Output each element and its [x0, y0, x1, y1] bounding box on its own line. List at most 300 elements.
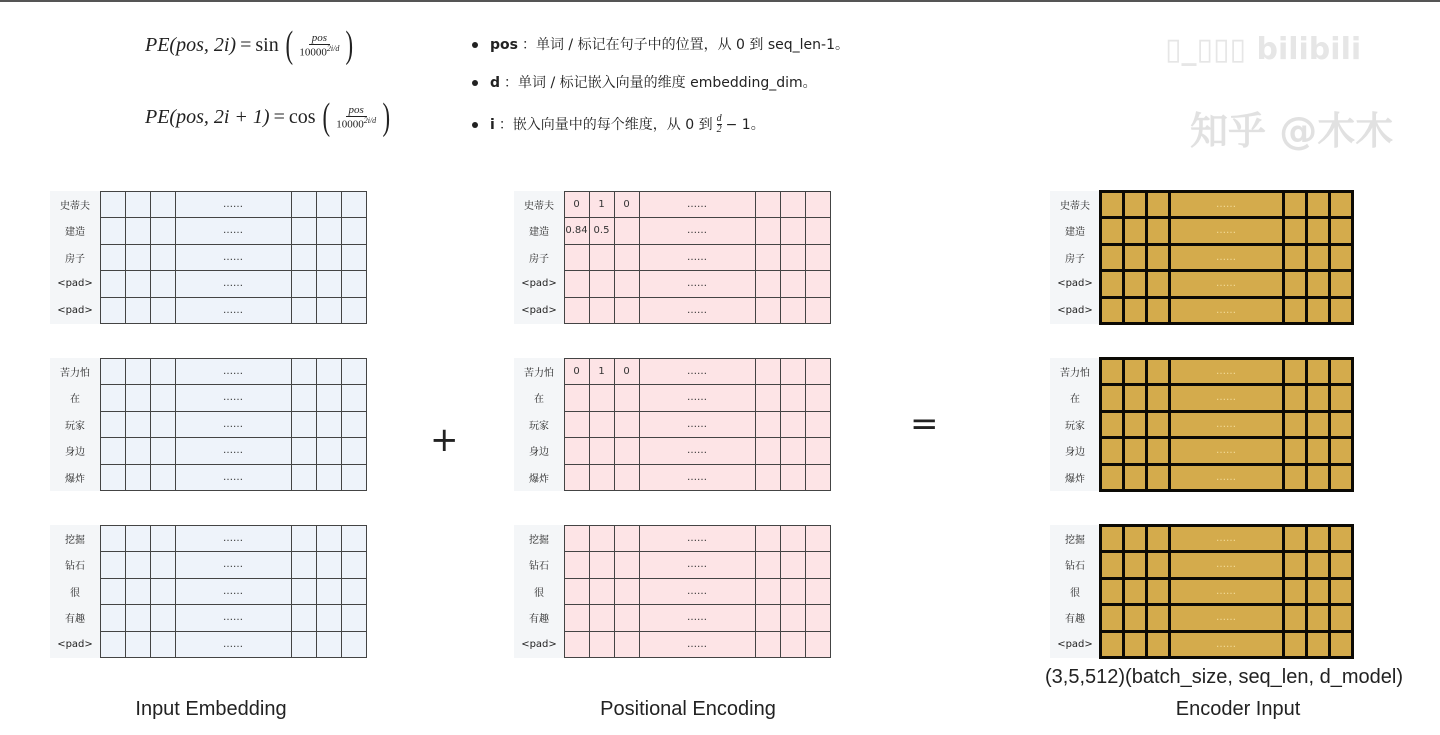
matrix-cell: ……: [175, 604, 292, 632]
matrix-cell: ……: [639, 358, 756, 386]
matrix-cells: [100, 578, 375, 605]
matrix-cell: [100, 411, 126, 439]
matrix-cell: [1328, 577, 1354, 607]
bullet-dot-icon: [472, 42, 478, 48]
matrix-cell: ……: [175, 411, 292, 439]
token-label: 挖掘: [50, 525, 100, 552]
matrix-cell: [805, 191, 831, 219]
bilibili-watermark: ▯_▯▯▯ bilibili: [1165, 32, 1362, 67]
matrix-cell: [100, 525, 126, 553]
matrix-cell: [780, 578, 806, 606]
matrix-cell: [755, 244, 781, 272]
matrix-cell: [100, 604, 126, 632]
formula-cos: [145, 98, 393, 136]
token-label: 在: [514, 385, 564, 412]
matrix-cell: ……: [639, 411, 756, 439]
matrix-cell: ……: [175, 464, 292, 492]
token-label: 苦力怕: [50, 358, 100, 385]
matrix-cell: ……: [1168, 524, 1285, 554]
token-label: 有趣: [50, 605, 100, 632]
matrix-cell: [614, 464, 640, 492]
matrix-row: [514, 605, 839, 632]
fraction: [336, 104, 376, 131]
token-label: <pad>: [50, 631, 100, 658]
matrix-cell: ……: [1168, 190, 1285, 220]
token-label: 建造: [514, 218, 564, 245]
matrix-cell: [805, 437, 831, 465]
matrix-cell: [316, 578, 342, 606]
frac-den: [299, 45, 339, 59]
matrix-cell: [341, 270, 367, 298]
matrix-cells: [100, 218, 375, 245]
matrix-cell: ……: [639, 525, 756, 553]
matrix-cell: [564, 464, 590, 492]
matrix-cell: 0: [614, 358, 640, 386]
matrix-cell: [316, 297, 342, 325]
matrix-cell: [589, 578, 615, 606]
matrix-cell: ……: [175, 551, 292, 579]
matrix-cell: [100, 244, 126, 272]
matrix-cell: [805, 464, 831, 492]
matrix-cell: [755, 437, 781, 465]
paren-open: (: [285, 24, 293, 66]
matrix-row: [1050, 297, 1375, 324]
token-label: 苦力怕: [514, 358, 564, 385]
matrix-cells: [1100, 605, 1375, 632]
paren-open: (: [322, 96, 330, 138]
matrix-cell: ……: [1168, 357, 1285, 387]
matrix-cell: [780, 297, 806, 325]
matrix-cell: [564, 631, 590, 659]
matrix-cells: [100, 525, 375, 552]
token-label: 很: [514, 578, 564, 605]
matrix-cell: [150, 578, 176, 606]
matrix-row: [1050, 385, 1375, 412]
token-label: 身边: [1050, 438, 1100, 465]
matrix-cell: [780, 525, 806, 553]
matrix-cell: ……: [639, 437, 756, 465]
matrix-cell: [1328, 383, 1354, 413]
matrix-cell: [316, 464, 342, 492]
matrix-row: [50, 218, 375, 245]
matrix-cell: ……: [1168, 463, 1285, 493]
matrix-cell: [755, 217, 781, 245]
matrix-cells: [100, 631, 375, 658]
bullet-i: [472, 114, 765, 135]
formula-lhs: PE(pos, 2i + 1): [145, 105, 270, 128]
matrix-row: [50, 438, 375, 465]
matrix-cell: [755, 191, 781, 219]
frac-base: 10000: [299, 46, 327, 59]
matrix-cell: [291, 384, 317, 412]
matrix-cell: [805, 358, 831, 386]
matrix-cell: [780, 270, 806, 298]
matrix-row: [514, 631, 839, 658]
matrix-cell: ……: [1168, 410, 1285, 440]
frac-num: pos: [346, 104, 367, 117]
matrix-row: [1050, 578, 1375, 605]
frac-exp: 2i/d: [326, 43, 340, 53]
matrix-cell: [805, 270, 831, 298]
matrix-cell: [316, 191, 342, 219]
matrix-cell: [291, 578, 317, 606]
matrix-cells: [564, 464, 839, 491]
matrix-cell: [589, 411, 615, 439]
matrix-cell: [614, 217, 640, 245]
matrix-cell: [589, 464, 615, 492]
matrix-cell: 0: [564, 358, 590, 386]
matrix-cell: ……: [639, 297, 756, 325]
matrix-row: [50, 191, 375, 218]
matrix-cell: ……: [1168, 243, 1285, 273]
matrix-cells: [100, 411, 375, 438]
matrix-cell: [755, 464, 781, 492]
token-label: 钻石: [50, 552, 100, 579]
matrix-cell: ……: [639, 384, 756, 412]
matrix-cell: [1328, 410, 1354, 440]
matrix-cells: [100, 385, 375, 412]
matrix-cell: ……: [175, 578, 292, 606]
matrix-cell: ……: [1168, 216, 1285, 246]
matrix-cell: [805, 217, 831, 245]
formula-fn: cos: [288, 105, 316, 128]
matrix-cell: [755, 525, 781, 553]
formula-sin: [145, 26, 356, 64]
matrix-cell: [341, 604, 367, 632]
matrix-cell: [150, 191, 176, 219]
matrix-row: [514, 438, 839, 465]
bilibili-watermark-text: bilibili: [1256, 32, 1362, 67]
matrix-cell: [614, 437, 640, 465]
matrix-row: [50, 525, 375, 552]
matrix-cell: [150, 384, 176, 412]
matrix-cell: [589, 525, 615, 553]
matrix-cell: ……: [1168, 269, 1285, 299]
matrix-cells: [564, 271, 839, 298]
matrix-row: [50, 358, 375, 385]
matrix-cell: [805, 631, 831, 659]
matrix-cell: [780, 217, 806, 245]
input-embedding-matrix: [50, 191, 375, 324]
matrix-cell: [1328, 296, 1354, 326]
matrix-cell: ……: [639, 604, 756, 632]
matrix-cell: ……: [175, 270, 292, 298]
matrix-cell: [125, 358, 151, 386]
token-label: 建造: [1050, 218, 1100, 245]
matrix-cell: [125, 384, 151, 412]
matrix-row: [514, 464, 839, 491]
matrix-cells: [564, 578, 839, 605]
positional-encoding-matrix: [514, 358, 839, 491]
matrix-cell: [291, 191, 317, 219]
bullet-term: d: [490, 75, 501, 91]
matrix-cell: [1328, 550, 1354, 580]
matrix-cell: [125, 191, 151, 219]
matrix-row: [1050, 218, 1375, 245]
positional-encoding-matrix: [514, 525, 839, 658]
matrix-row: [1050, 552, 1375, 579]
bullet-tail: − 1。: [725, 116, 765, 133]
matrix-cell: [755, 358, 781, 386]
token-label: 身边: [50, 438, 100, 465]
matrix-cells: [1100, 297, 1375, 324]
matrix-cell: [341, 297, 367, 325]
matrix-cell: [291, 217, 317, 245]
matrix-cell: [1328, 357, 1354, 387]
matrix-cells: [100, 271, 375, 298]
bullet-term: i: [490, 116, 495, 133]
matrix-cell: [150, 525, 176, 553]
matrix-cell: [316, 525, 342, 553]
matrix-cells: [1100, 358, 1375, 385]
matrix-cells: [564, 552, 839, 579]
matrix-cell: [614, 411, 640, 439]
matrix-row: [50, 411, 375, 438]
matrix-cell: [780, 358, 806, 386]
matrix-row: [50, 297, 375, 324]
matrix-cells: [1100, 578, 1375, 605]
bullet-dot-icon: [472, 80, 478, 86]
matrix-row: [50, 605, 375, 632]
matrix-cell: [316, 437, 342, 465]
matrix-cell: [1328, 524, 1354, 554]
matrix-cell: [341, 358, 367, 386]
matrix-cells: [1100, 552, 1375, 579]
matrix-cell: [125, 551, 151, 579]
matrix-cell: [780, 464, 806, 492]
matrix-row: [514, 218, 839, 245]
matrix-cell: [341, 631, 367, 659]
token-label: 史蒂夫: [1050, 191, 1100, 218]
matrix-cell: [316, 551, 342, 579]
matrix-cells: [100, 552, 375, 579]
matrix-row: [50, 385, 375, 412]
matrix-cell: [100, 437, 126, 465]
matrix-cell: [564, 525, 590, 553]
matrix-cells: [100, 191, 375, 218]
matrix-cell: ……: [1168, 550, 1285, 580]
matrix-cell: [125, 411, 151, 439]
token-label: <pad>: [514, 297, 564, 324]
matrix-cells: [564, 411, 839, 438]
token-label: 钻石: [1050, 552, 1100, 579]
matrix-cell: [316, 631, 342, 659]
matrix-cell: [100, 270, 126, 298]
matrix-cell: [780, 191, 806, 219]
matrix-cells: [564, 358, 839, 385]
bullet-text: ：单词 / 标记嵌入向量的维度 embedding_dim。: [504, 75, 817, 91]
matrix-cell: [755, 631, 781, 659]
matrix-cell: [755, 551, 781, 579]
matrix-cell: [1328, 216, 1354, 246]
matrix-cell: [100, 631, 126, 659]
matrix-cell: [150, 217, 176, 245]
matrix-row: [1050, 358, 1375, 385]
fraction: [717, 114, 722, 135]
matrix-cells: [564, 297, 839, 324]
matrix-cell: [755, 411, 781, 439]
top-border: [0, 0, 1440, 2]
token-label: 房子: [50, 244, 100, 271]
caption-positional-encoding: Positional Encoding: [600, 698, 776, 720]
matrix-cell: [780, 604, 806, 632]
matrix-cell: [341, 437, 367, 465]
token-label: 史蒂夫: [50, 191, 100, 218]
matrix-cell: [150, 358, 176, 386]
matrix-row: [50, 578, 375, 605]
token-label: 房子: [1050, 244, 1100, 271]
shape-label: (3,5,512)(batch_size, seq_len, d_model): [1045, 666, 1403, 688]
matrix-cell: [614, 270, 640, 298]
matrix-cell: 0: [564, 191, 590, 219]
matrix-cell: ……: [1168, 296, 1285, 326]
matrix-cell: [100, 297, 126, 325]
matrix-cell: [316, 384, 342, 412]
matrix-cells: [1100, 464, 1375, 491]
matrix-cell: [755, 578, 781, 606]
matrix-cell: [589, 604, 615, 632]
matrix-cell: [125, 525, 151, 553]
matrix-cell: ……: [1168, 436, 1285, 466]
matrix-cell: ……: [175, 191, 292, 219]
matrix-cell: [780, 437, 806, 465]
matrix-cells: [1100, 271, 1375, 298]
matrix-cells: [564, 244, 839, 271]
matrix-cells: [100, 244, 375, 271]
token-label: 在: [1050, 385, 1100, 412]
matrix-cell: [564, 551, 590, 579]
caption-encoder-input: Encoder Input: [1175, 698, 1301, 720]
matrix-row: [514, 552, 839, 579]
matrix-cell: [291, 297, 317, 325]
formula-eq: =: [273, 105, 285, 128]
matrix-cell: [100, 191, 126, 219]
token-label: 爆炸: [1050, 464, 1100, 491]
matrix-row: [1050, 605, 1375, 632]
matrix-cells: [1100, 438, 1375, 465]
matrix-cell: [150, 464, 176, 492]
matrix-cell: ……: [175, 358, 292, 386]
matrix-cells: [100, 358, 375, 385]
matrix-cell: [614, 525, 640, 553]
matrix-cell: ……: [1168, 383, 1285, 413]
matrix-cells: [564, 605, 839, 632]
matrix-cell: [291, 358, 317, 386]
encoder-input-matrix: [1050, 358, 1375, 491]
matrix-cell: [125, 437, 151, 465]
matrix-cell: [755, 604, 781, 632]
matrix-cell: [150, 437, 176, 465]
matrix-cells: [100, 605, 375, 632]
matrix-cell: [100, 464, 126, 492]
matrix-cells: [564, 191, 839, 218]
matrix-cell: ……: [639, 217, 756, 245]
paren-close: ): [382, 96, 391, 138]
bullet-term: pos: [490, 37, 518, 53]
matrix-cell: [589, 297, 615, 325]
matrix-row: [50, 631, 375, 658]
matrix-cell: ……: [639, 270, 756, 298]
input-embedding-matrix: [50, 525, 375, 658]
matrix-cell: ……: [175, 384, 292, 412]
token-label: 爆炸: [514, 464, 564, 491]
matrix-cell: [1328, 190, 1354, 220]
matrix-cell: 0.84: [564, 217, 590, 245]
matrix-cell: [755, 384, 781, 412]
matrix-cells: [564, 631, 839, 658]
matrix-cell: ……: [639, 244, 756, 272]
matrix-row: [1050, 244, 1375, 271]
matrix-cells: [564, 525, 839, 552]
token-label: <pad>: [1050, 297, 1100, 324]
caption-input-embedding: Input Embedding: [135, 698, 287, 720]
matrix-row: [514, 191, 839, 218]
formula-lhs: PE(pos, 2i): [145, 33, 237, 56]
matrix-cell: ……: [639, 631, 756, 659]
matrix-cell: [564, 244, 590, 272]
matrix-cell: [291, 244, 317, 272]
matrix-cells: [100, 297, 375, 324]
matrix-cell: [341, 384, 367, 412]
matrix-cell: ……: [175, 297, 292, 325]
matrix-cell: [589, 631, 615, 659]
matrix-cell: [589, 270, 615, 298]
matrix-cell: ……: [175, 217, 292, 245]
token-label: 挖掘: [1050, 525, 1100, 552]
matrix-cell: [125, 244, 151, 272]
token-label: 玩家: [514, 411, 564, 438]
token-label: <pad>: [50, 271, 100, 298]
matrix-cell: [589, 244, 615, 272]
frac-den: [336, 117, 376, 131]
matrix-cell: [805, 297, 831, 325]
matrix-cell: [564, 297, 590, 325]
matrix-cell: [1328, 436, 1354, 466]
matrix-cell: [805, 244, 831, 272]
token-label: <pad>: [50, 297, 100, 324]
matrix-row: [1050, 525, 1375, 552]
formula-eq: =: [240, 33, 252, 56]
matrix-row: [1050, 191, 1375, 218]
matrix-cell: [150, 244, 176, 272]
token-label: 史蒂夫: [514, 191, 564, 218]
matrix-cell: [780, 384, 806, 412]
matrix-cell: [291, 411, 317, 439]
matrix-cell: [564, 578, 590, 606]
matrix-cells: [564, 218, 839, 245]
matrix-cells: [564, 385, 839, 412]
matrix-cell: [564, 437, 590, 465]
matrix-cells: [1100, 411, 1375, 438]
matrix-cell: [614, 631, 640, 659]
matrix-cell: ……: [175, 631, 292, 659]
matrix-row: [50, 271, 375, 298]
matrix-cell: [614, 244, 640, 272]
matrix-cell: 0.5: [589, 217, 615, 245]
matrix-cell: ……: [1168, 577, 1285, 607]
matrix-cell: [100, 358, 126, 386]
matrix-row: [1050, 631, 1375, 658]
matrix-cells: [1100, 631, 1375, 658]
token-label: 钻石: [514, 552, 564, 579]
bullet-text: ：嵌入向量中的每个维度，从 0 到: [498, 116, 713, 133]
matrix-cells: [1100, 218, 1375, 245]
matrix-cell: [125, 217, 151, 245]
matrix-row: [514, 385, 839, 412]
matrix-cell: [341, 217, 367, 245]
matrix-cell: [755, 297, 781, 325]
matrix-cell: ……: [1168, 630, 1285, 660]
